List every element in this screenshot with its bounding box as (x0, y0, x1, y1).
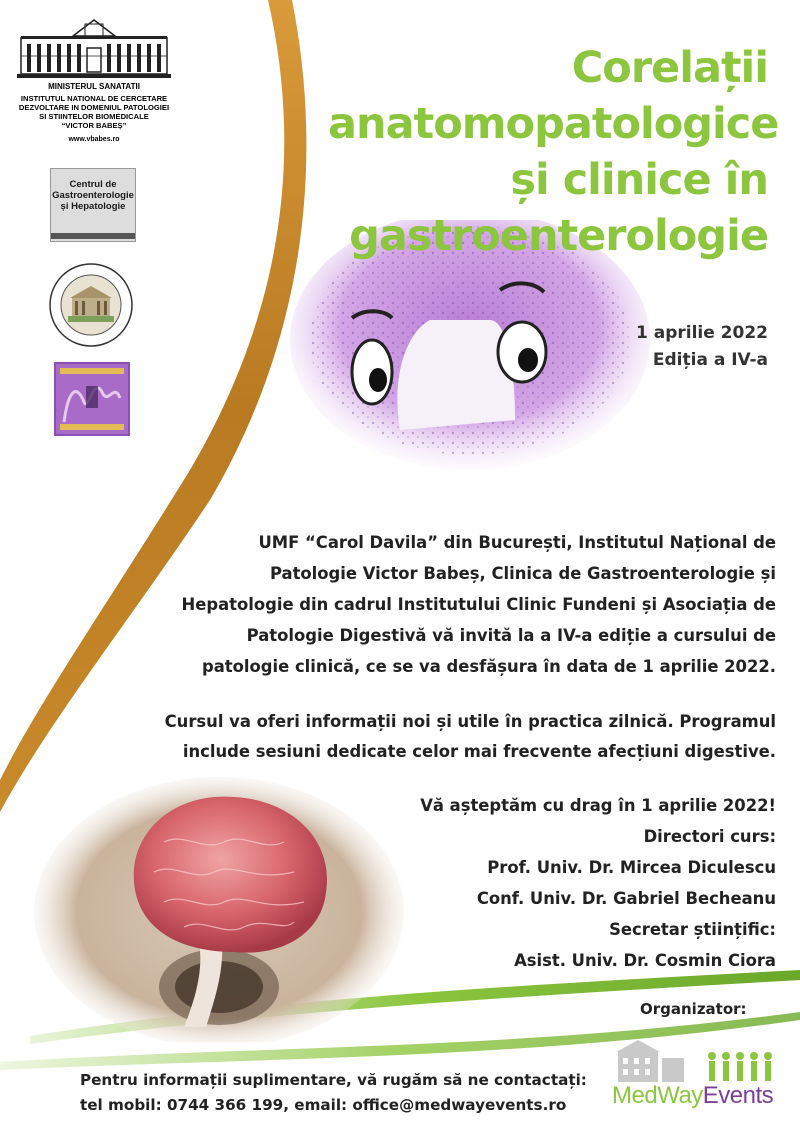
event-date-block (636, 320, 768, 374)
invitation-closing: Vă așteptăm cu drag în 1 aprilie 2022! (420, 796, 776, 815)
gastro-center-logo-line: Centrul de (69, 179, 117, 190)
course-description-paragraph (56, 707, 776, 767)
paragraph-line: Patologie Victor Babeș, Clinica de Gastroenterologie și (269, 564, 776, 583)
paragraph-line: Cursul va oferi informații noi și utile în practica zilnică. Programul (164, 712, 776, 731)
institute-building-icon (15, 18, 173, 80)
institute-header (8, 18, 180, 143)
paragraph-line: Hepatologie din cadrul Institutului Clinic Fundeni și Asociația de (181, 595, 776, 614)
gastro-center-logo-line: și Hepatologie (60, 201, 126, 212)
secretary-name: Asist. Univ. Dr. Cosmin Ciora (514, 951, 776, 970)
paragraph-line: patologie clinică, ce se va desfășura în data de 1 aprilie 2022. (202, 657, 776, 676)
digestive-pathology-association-logo (54, 362, 130, 436)
paragraph-line: include sesiuni dedicate celor mai frecvente afecțiuni digestive. (182, 742, 776, 761)
event-title (328, 40, 779, 264)
ministry-name: MINISTERUL SANATATII (48, 82, 140, 91)
contact-line: Pentru informații suplimentare, vă rugăm să ne contactați: (80, 1071, 587, 1089)
university-seal-logo (48, 262, 134, 348)
director-name: Conf. Univ. Dr. Gabriel Becheanu (476, 889, 776, 908)
paragraph-line: UMF “Carol Davila” din București, Institutul Național de (258, 533, 776, 552)
directors-label: Directori curs: (643, 827, 776, 846)
wordmark-part: MedWay (612, 1082, 703, 1109)
event-title-line: anatomopatologice (328, 99, 779, 149)
institute-name-line: DEZVOLTARE IN DOMENIUL PATOLOGIEI (18, 103, 170, 112)
institute-name-line: INSTITUTUL NATIONAL DE CERCETARE (20, 94, 168, 103)
institute-name-line: “VICTOR BABEȘ” (61, 121, 127, 130)
institute-name-line: SI STIINTELOR BIOMEDICALE (39, 112, 149, 121)
event-edition: Ediția a IV-a (652, 350, 768, 370)
wordmark-part: Events (702, 1082, 774, 1109)
gastro-center-logo-line: Gastroenterologie (52, 190, 134, 201)
endoscopy-photo (34, 772, 404, 1042)
signoff-block (420, 790, 776, 976)
organizer-label: Organizator: (640, 1000, 747, 1018)
director-name: Prof. Univ. Dr. Mircea Diculescu (487, 858, 776, 877)
event-title-line: și clinice în (510, 155, 768, 205)
event-date: 1 aprilie 2022 (635, 323, 768, 343)
medway-events-wordmark (612, 1082, 773, 1110)
invitation-paragraph (76, 527, 776, 682)
contact-info (80, 1068, 587, 1118)
secretary-label: Secretar științific: (609, 920, 776, 939)
institute-website: www.vbabes.ro (68, 136, 120, 143)
gastro-center-logo (50, 168, 136, 242)
event-title-line: Corelații (571, 43, 768, 93)
paragraph-line: Patologie Digestivă vă invită la a IV-a ediție a cursului de (246, 626, 776, 645)
event-title-line: gastroenterologie (349, 211, 768, 261)
contact-line: tel mobil: 0744 366 199, email: office@medwayevents.ro (80, 1096, 567, 1114)
